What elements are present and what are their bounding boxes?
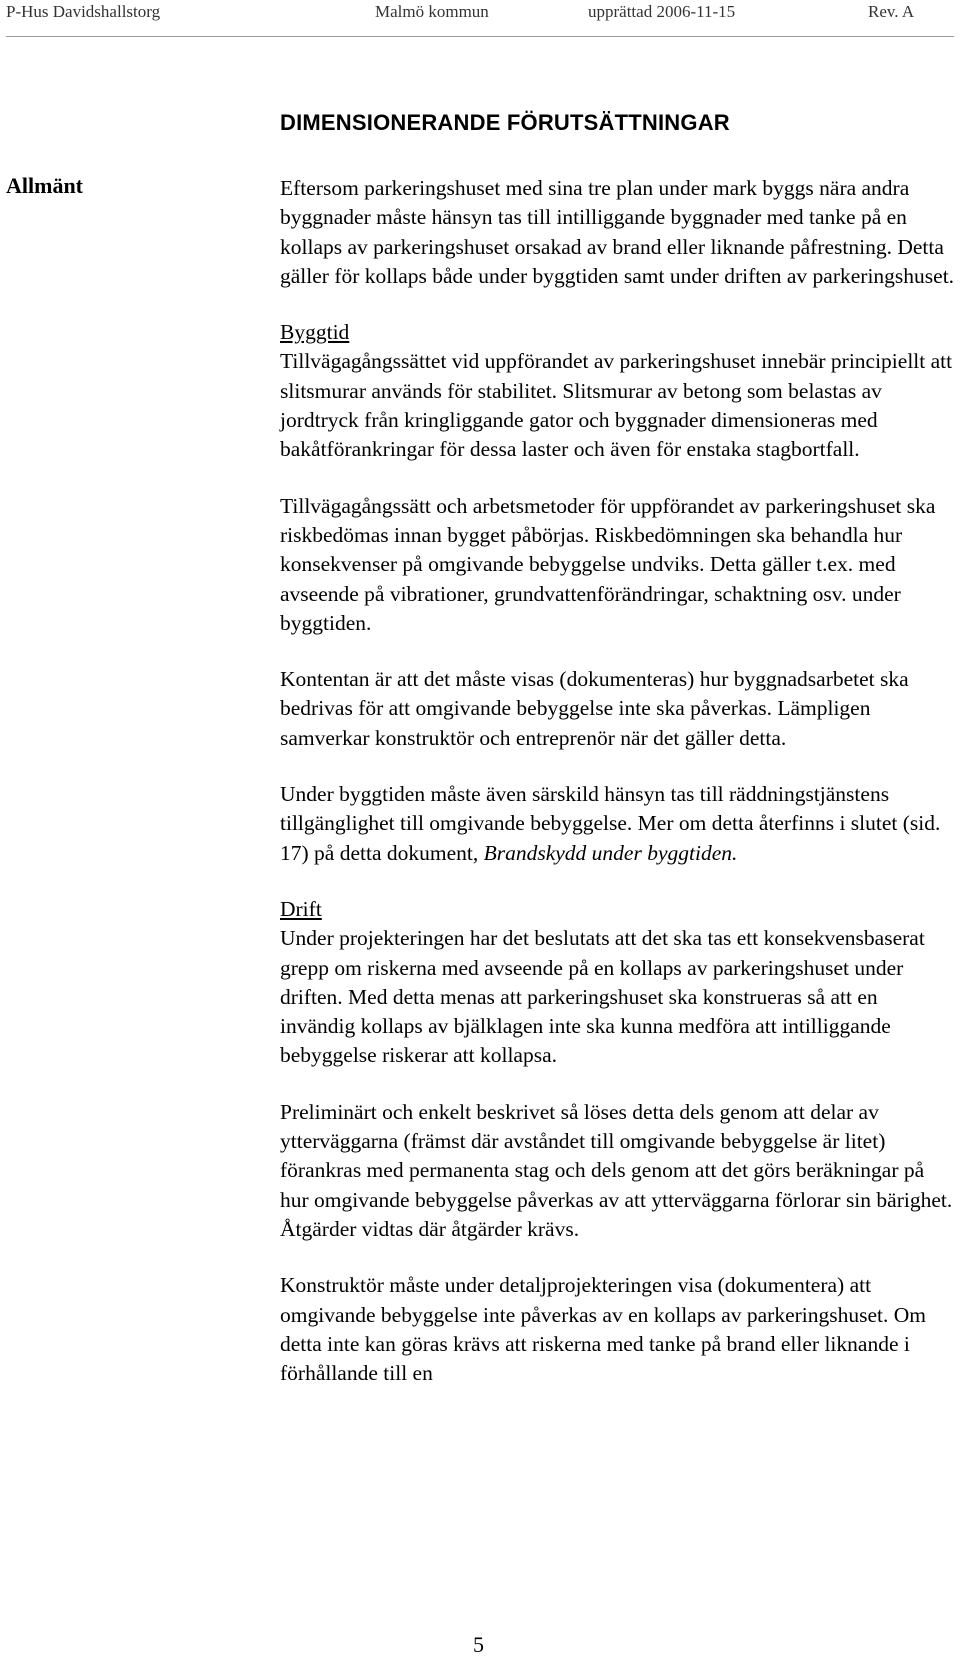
paragraph-byggtid-1: Tillvägagångssättet vid uppförandet av parkeringshuset innebär principiellt att slitsmurar används för stabilitet. Slitsmurar av betong som belastas av jordtryck från kringliggande gator och byggnader dimensioneras med bakåtförankringar för dessa laster och även för enstaka stagbortfall. bbox=[280, 349, 953, 462]
document-reference: Brandskydd under byggtiden. bbox=[483, 840, 738, 865]
header-project-name: P-Hus Davidshallstorg bbox=[6, 2, 161, 21]
page-number: 5 bbox=[473, 1632, 484, 1657]
paragraph-byggtid-2: Tillvägagångssätt och arbetsmetoder för uppförandet av parkeringshuset ska riskbedömas innan bygget påbörjas. Riskbedömningen ska behandla hur konsekvenser på omgivande bebyggelse undviks. Detta gäller t.ex. med avseende på vibrationer, grundvattenförändringar, schaktning osv. under byggtiden. bbox=[280, 493, 936, 635]
side-label: Allmänt bbox=[6, 173, 83, 198]
header-divider bbox=[6, 36, 954, 37]
paragraph-byggtid-4 bbox=[280, 780, 955, 868]
subheading-byggtid: Byggtid bbox=[280, 320, 350, 345]
paragraph-byggtid-3: Kontentan är att det måste visas (dokumenteras) hur byggnadsarbetet ska bedrivas för att omgivande bebyggelse inte ska påverkas. Lämpligen samverkar konstruktör och entreprenör när det gäller detta. bbox=[280, 667, 909, 750]
paragraph-drift-3: Konstruktör måste under detaljprojekteringen visa (dokumentera) att omgivande bebyggelse inte påverkas av en kollaps av parkeringshuset. Om detta inte kan göras krävs att riskerna med tanke på brand eller liknande i förhållande till en bbox=[280, 1273, 927, 1386]
section-heading: DIMENSIONERANDE FÖRUTSÄTTNINGAR bbox=[280, 110, 730, 135]
paragraph-intro: Eftersom parkeringshuset med sina tre plan under mark byggs nära andra byggnader måste hänsyn tas till intilliggande byggnader med tanke på en kollaps av parkeringshuset orsakad av brand eller liknande påfrestning. Detta gäller för kollaps både under byggtiden samt under driften av parkeringshuset. bbox=[280, 176, 955, 288]
header-date: upprättad 2006-11-15 bbox=[588, 2, 736, 21]
paragraph-drift-1: Under projekteringen har det beslutats att det ska tas ett konsekvensbaserat grepp om riskerna med avseende på en kollaps av parkeringshuset under driften. Med detta menas att parkeringshuset ska konstrueras så att en invändig kollaps av bjälklagen inte ska kunna medföra att intilliggande bebyggelse riskerar att kollapsa. bbox=[280, 926, 925, 1068]
header-client: Malmö kommun bbox=[375, 2, 489, 21]
paragraph-drift-2: Preliminärt och enkelt beskrivet så löses detta dels genom att delar av ytterväggarna (främst där avståndet till omgivande bebyggelse är litet) förankras med permanenta stag och dels genom att det görs beräkningar på hur omgivande bebyggelse påverkas av att ytterväggarna förlorar sin bärighet. Åtgärder vidtas där åtgärder krävs. bbox=[280, 1099, 953, 1241]
paragraph-byggtid-4-text: Under byggtiden måste även särskild hänsyn tas till räddningstjänstens tillgänglighet till omgivande bebyggelse. Mer om detta återfinns i slutet (sid. 17) på detta dokument, bbox=[280, 782, 941, 865]
subheading-drift: Drift bbox=[280, 896, 322, 921]
header-revision: Rev. A bbox=[868, 2, 915, 21]
page-header bbox=[0, 0, 960, 38]
body-text bbox=[280, 174, 955, 1388]
